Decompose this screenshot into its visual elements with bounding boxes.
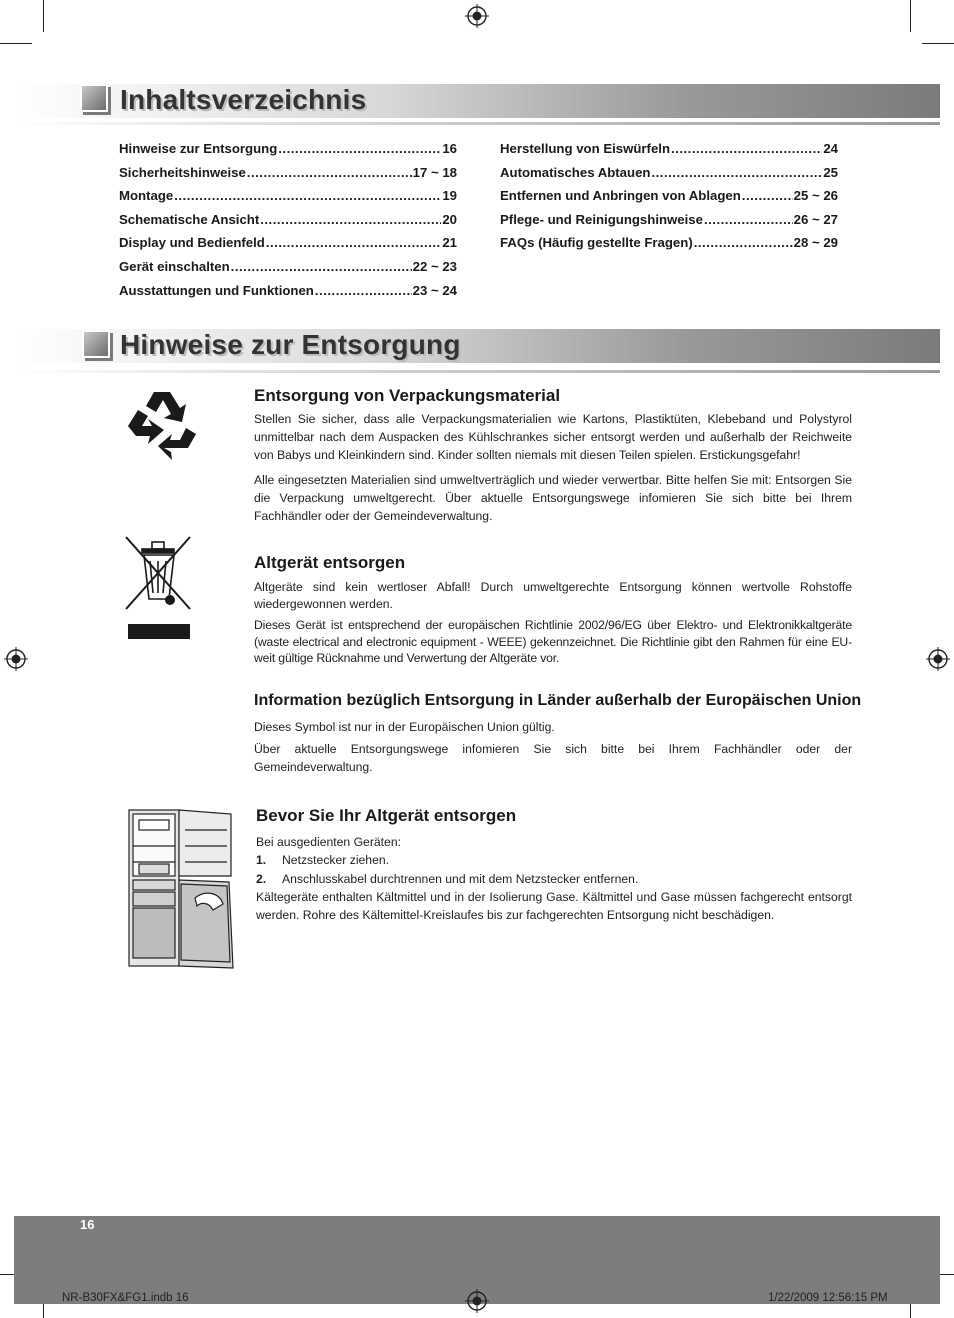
toc-entry-label: Montage bbox=[119, 188, 174, 204]
toc-entry-page: 17 ~ 18 bbox=[412, 164, 457, 180]
before-disposal-intro: Bei ausgedienten Geräten: bbox=[256, 835, 402, 849]
toc-entry-label: Automatisches Abtauen bbox=[500, 164, 651, 180]
toc-entry-page: 19 bbox=[442, 188, 457, 204]
banner-square-icon bbox=[80, 84, 108, 112]
outside-eu-paragraph-1: Dieses Symbol ist nur in der Europäischen Union gültig. bbox=[254, 720, 555, 734]
print-slug-date: 1/22/2009 12:56:15 PM bbox=[768, 1292, 888, 1304]
toc-entry[interactable] bbox=[500, 165, 838, 189]
toc-entry-page: 16 bbox=[442, 141, 457, 156]
crop-mark bbox=[910, 0, 911, 32]
crop-mark bbox=[922, 43, 954, 44]
toc-entry[interactable] bbox=[119, 283, 457, 307]
packaging-heading: Entsorgung von Verpackungsmaterial bbox=[254, 386, 561, 405]
step-number: 1. bbox=[256, 853, 267, 867]
toc-entry[interactable] bbox=[119, 188, 457, 212]
packaging-paragraph-1: Stellen Sie sicher, dass alle Verpackungsmaterialien wie Kartons, Plastiktüten, Klebeband und Polystyrol unmittelbar nach dem Auspacken des Kühlschrankes sicher entsorgt werden und außerhalb der Reichweite von Babys und Kleinkindern sind. Kinder sollten niemals mit diesen Teilen spielen. Erstickungsgefahr! bbox=[254, 412, 852, 463]
toc-leader-dots bbox=[174, 188, 441, 203]
registration-mark-icon bbox=[926, 647, 950, 671]
toc-entry-label: Gerät einschalten bbox=[119, 258, 230, 274]
toc-leader-dots bbox=[231, 259, 412, 274]
toc-leader-dots bbox=[260, 212, 441, 227]
toc-entry-label: FAQs (Häufig gestellte Fragen) bbox=[500, 235, 693, 251]
toc-leader-dots bbox=[694, 235, 793, 250]
old-device-paragraph-2: Dieses Gerät ist entsprechend der europäischen Richtlinie 2002/96/EG über Elektro- und Elektronikkaltgeräte (waste electrical and electronic equipment - WEEE) gekennzeichnet. Die Richtlinie gibt den Rahmen für eine EU-weit gültige Rücknahme und Verwertung der Altgeräte vor. bbox=[254, 618, 852, 665]
toc-entry-label: Ausstattungen und Funktionen bbox=[119, 282, 314, 298]
toc-entry-page: 22 ~ 23 bbox=[412, 258, 457, 274]
toc-entry[interactable] bbox=[119, 259, 457, 283]
toc-title: Inhaltsverzeichnis bbox=[120, 84, 367, 115]
toc-entry-label: Display und Bedienfeld bbox=[119, 235, 265, 251]
toc-entry-label: Hinweise zur Entsorgung bbox=[119, 141, 278, 156]
toc-entry[interactable] bbox=[119, 141, 457, 165]
crop-mark bbox=[43, 0, 44, 32]
old-device-heading: Altgerät entsorgen bbox=[254, 553, 406, 572]
toc-leader-dots bbox=[742, 188, 793, 203]
registration-mark-icon bbox=[4, 647, 28, 671]
toc-leader-dots bbox=[651, 165, 822, 180]
toc-leader-dots bbox=[315, 283, 412, 298]
toc-entry-page: 26 ~ 27 bbox=[793, 211, 838, 227]
toc-entry-page: 25 bbox=[823, 164, 838, 180]
toc-entry[interactable] bbox=[500, 235, 838, 259]
toc-entry-label: Herstellung von Eiswürfeln bbox=[500, 141, 671, 156]
outside-eu-heading: Information bezüglich Entsorgung in Länder außerhalb der Europäischen Union bbox=[254, 692, 862, 709]
old-device-paragraph-1: Altgeräte sind kein wertloser Abfall! Durch umweltgerechte Entsorgung können wertvolle Rohstoffe wiedergewonnen werden. bbox=[254, 580, 852, 611]
banner-square-icon bbox=[82, 330, 110, 358]
before-disposal-paragraph: Kältegeräte enthalten Kältmittel und in der Isolierung Gase. Kältmittel und Gase müssen fachgerecht entsorgt werden. Rohre des Kältemittel-Kreislaufes bis zur fachgerechten Entsorgung nicht beschädigen. bbox=[256, 890, 852, 923]
before-disposal-step bbox=[256, 870, 852, 888]
crossed-bin-icon bbox=[122, 533, 194, 641]
step-text: Netzstecker ziehen. bbox=[282, 853, 390, 867]
registration-mark-icon bbox=[465, 4, 489, 28]
before-disposal-step bbox=[256, 851, 852, 869]
banner-underline bbox=[14, 370, 940, 373]
toc-entry-page: 24 bbox=[823, 141, 838, 156]
toc-leader-dots bbox=[704, 212, 793, 227]
banner-underline bbox=[14, 122, 940, 125]
toc-entry-page: 28 ~ 29 bbox=[793, 235, 838, 251]
toc-entry[interactable] bbox=[500, 212, 838, 236]
toc-leader-dots bbox=[671, 141, 822, 156]
toc-entry[interactable] bbox=[119, 165, 457, 189]
toc-entry[interactable] bbox=[500, 188, 838, 212]
toc-left-column bbox=[119, 141, 457, 306]
toc-entry-page: 23 ~ 24 bbox=[412, 282, 457, 298]
print-slug-file: NR-B30FX&FG1.indb 16 bbox=[62, 1292, 189, 1304]
step-number: 2. bbox=[256, 872, 267, 886]
toc-entry[interactable] bbox=[119, 235, 457, 259]
registration-mark-icon bbox=[465, 1289, 489, 1313]
section-title: Hinweise zur Entsorgung bbox=[120, 329, 461, 360]
toc-leader-dots bbox=[247, 165, 412, 180]
crop-mark bbox=[0, 43, 32, 44]
toc-right-column bbox=[500, 141, 838, 259]
page-number: 16 bbox=[80, 1217, 95, 1232]
toc-entry-page: 21 bbox=[442, 235, 457, 251]
toc-entry-label: Pflege- und Reinigungshinweise bbox=[500, 211, 703, 227]
toc-entry-label: Sicherheitshinweise bbox=[119, 164, 246, 180]
outside-eu-paragraph-2: Über aktuelle Entsorgungswege infomieren Sie sich bitte bei Ihrem Fachhändler oder der Gemeindeverwaltung. bbox=[254, 742, 852, 775]
toc-entry-page: 25 ~ 26 bbox=[793, 188, 838, 204]
toc-leader-dots bbox=[278, 141, 441, 156]
toc-entry[interactable] bbox=[500, 141, 838, 165]
fridge-illustration bbox=[127, 806, 235, 970]
toc-entry-label: Schematische Ansicht bbox=[119, 211, 260, 227]
toc-entry[interactable] bbox=[119, 212, 457, 236]
toc-entry-page: 20 bbox=[442, 211, 457, 227]
packaging-paragraph-2: Alle eingesetzten Materialien sind umweltverträglich und wieder verwertbar. Bitte helfen Sie mit: Entsorgen Sie die Verpackung umweltgerecht. Über aktuelle Entsorgungswege infomieren Sie sich bitte bei Ihrem Fachhändler oder der Gemeindeverwaltung. bbox=[254, 473, 852, 524]
recycle-icon bbox=[124, 388, 200, 462]
before-disposal-heading: Bevor Sie Ihr Altgerät entsorgen bbox=[256, 806, 517, 825]
step-text: Anschlusskabel durchtrennen und mit dem Netzstecker entfernen. bbox=[282, 872, 639, 886]
toc-entry-label: Entfernen und Anbringen von Ablagen bbox=[500, 188, 741, 204]
toc-leader-dots bbox=[266, 235, 442, 250]
